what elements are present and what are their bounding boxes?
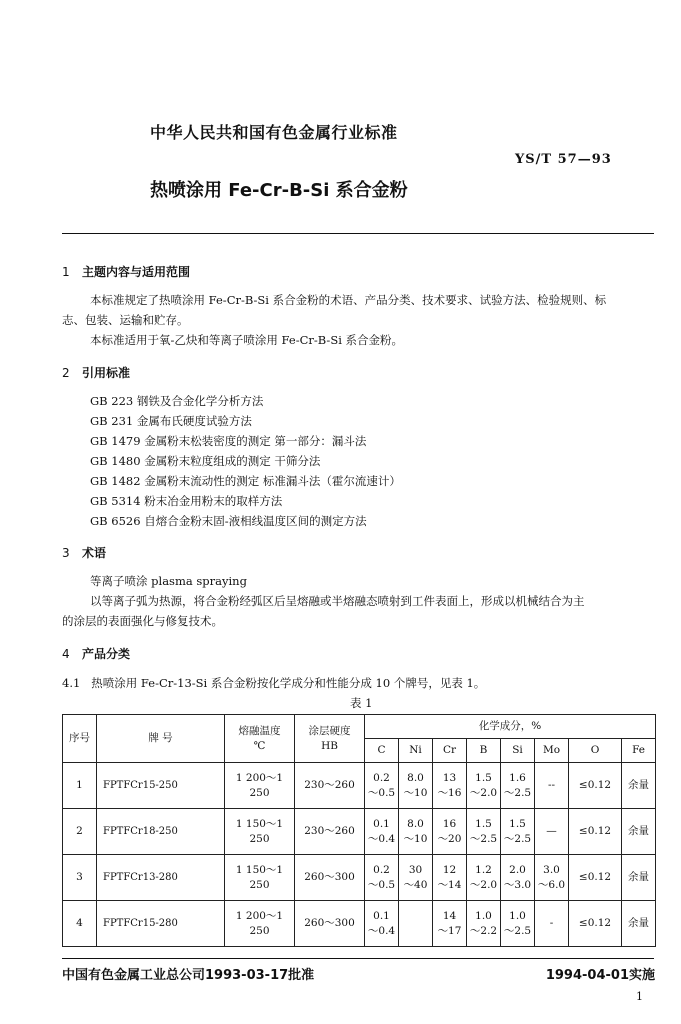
reference-gb1479: GB 1479 金属粉末松装密度的测定 第一部分：漏斗法 xyxy=(90,434,367,448)
footer-divider xyxy=(62,958,654,959)
cell-mo xyxy=(535,763,569,809)
table-row xyxy=(63,763,656,809)
cell-mo-min: 3.0 xyxy=(543,863,560,876)
issuing-organization: 中华人民共和国有色金属行业标准 xyxy=(150,123,398,142)
document-title: 热喷涂用 Fe-Cr-B-Si 系合金粉 xyxy=(150,180,408,201)
cell-seq: 2 xyxy=(63,809,97,855)
header-divider xyxy=(62,233,654,234)
section-2-heading xyxy=(62,364,130,381)
cell-o: ≤0.12 xyxy=(569,809,622,855)
cell-si-min: 1.6 xyxy=(509,771,526,784)
header-chem-composition: 化学成分，% xyxy=(365,715,656,739)
header-element-fe: Fe xyxy=(622,739,656,763)
cell-c-min: 0.1 xyxy=(373,817,390,830)
header-element-si: Si xyxy=(501,739,535,763)
cell-fe: 余量 xyxy=(622,763,656,809)
term-definition: 以等离子弧为热源，将合金粉经弧区后呈熔融或半熔融态喷射到工件表面上，形成以机械结合为主 xyxy=(90,594,585,608)
cell-b-max: ～2.2 xyxy=(469,924,498,937)
cell-c-max: ～0.5 xyxy=(367,786,396,799)
cell-cr xyxy=(433,901,467,947)
section-3-heading xyxy=(62,544,106,561)
cell-si xyxy=(501,763,535,809)
cell-c xyxy=(365,809,399,855)
reference-gb1482: GB 1482 金属粉末流动性的测定 标准漏斗法（霍尔流速计） xyxy=(90,474,401,488)
cell-cr-max: ～20 xyxy=(437,832,462,845)
page-number: 1 xyxy=(636,990,643,1003)
cell-ni-max: ～10 xyxy=(403,786,428,799)
cell-mo xyxy=(535,901,569,947)
cell-b xyxy=(467,809,501,855)
cell-mo xyxy=(535,855,569,901)
cell-b-min: 1.2 xyxy=(475,863,492,876)
cell-b xyxy=(467,901,501,947)
section-1-paragraph-2: 本标准适用于氧-乙炔和等离子喷涂用 Fe-Cr-B-Si 系合金粉。 xyxy=(90,333,404,347)
cell-fe: 余量 xyxy=(622,855,656,901)
table-1 xyxy=(62,714,656,947)
cell-melt: 1 150～1 250 xyxy=(225,855,295,901)
cell-si-max: ～2.5 xyxy=(503,832,532,845)
header-hardness xyxy=(295,715,365,763)
cell-b-min: 1.5 xyxy=(475,771,492,784)
cell-melt: 1 200～1 250 xyxy=(225,763,295,809)
cell-o: ≤0.12 xyxy=(569,855,622,901)
cell-ni-max: ～10 xyxy=(403,832,428,845)
cell-mo-max: ～6.0 xyxy=(537,878,566,891)
cell-seq: 3 xyxy=(63,855,97,901)
cell-ni xyxy=(399,763,433,809)
cell-si xyxy=(501,901,535,947)
cell-cr-min: 14 xyxy=(442,909,457,922)
header-element-o: O xyxy=(569,739,622,763)
header-element-c: C xyxy=(365,739,399,763)
cell-ni-min: 8.0 xyxy=(407,771,424,784)
cell-b xyxy=(467,763,501,809)
cell-mo-min: - xyxy=(549,917,554,929)
section-2-number: 2 xyxy=(62,366,70,380)
cell-grade: FPTFCr15-280 xyxy=(97,901,225,947)
implementation-date: 1994-04-01实施 xyxy=(545,968,655,983)
header-element-b: B xyxy=(467,739,501,763)
section-1-title: 主题内容与适用范围 xyxy=(82,265,191,279)
cell-cr-max: ～17 xyxy=(437,924,462,937)
cell-c-max: ～0.4 xyxy=(367,832,396,845)
cell-c xyxy=(365,763,399,809)
cell-hardness: 230～260 xyxy=(295,763,365,809)
cell-cr xyxy=(433,855,467,901)
cell-c-min: 0.2 xyxy=(373,863,390,876)
cell-si-min: 1.0 xyxy=(509,909,526,922)
section-4-heading xyxy=(62,645,130,662)
cell-seq: 4 xyxy=(63,901,97,947)
cell-fe: 余量 xyxy=(622,901,656,947)
section-4-title: 产品分类 xyxy=(82,647,131,661)
cell-grade: FPTFCr15-250 xyxy=(97,763,225,809)
cell-cr-min: 16 xyxy=(442,817,457,830)
cell-ni xyxy=(399,855,433,901)
table-row xyxy=(63,855,656,901)
cell-c-min: 0.1 xyxy=(373,909,390,922)
clause-4-1 xyxy=(62,675,485,691)
header-hardness-label: 涂层硬度 xyxy=(308,724,351,737)
section-3-title: 术语 xyxy=(82,546,107,560)
cell-hardness: 230～260 xyxy=(295,809,365,855)
cell-si xyxy=(501,809,535,855)
cell-c-max: ～0.5 xyxy=(367,878,396,891)
cell-cr-min: 13 xyxy=(442,771,457,784)
cell-c xyxy=(365,901,399,947)
cell-cr xyxy=(433,763,467,809)
cell-si xyxy=(501,855,535,901)
term-plasma-spraying: 等离子喷涂 plasma spraying xyxy=(90,574,247,588)
cell-c-max: ～0.4 xyxy=(367,924,396,937)
cell-melt: 1 200～1 250 xyxy=(225,901,295,947)
cell-hardness: 260～300 xyxy=(295,901,365,947)
cell-ni-max: ～40 xyxy=(403,878,428,891)
cell-fe: 余量 xyxy=(622,809,656,855)
reference-gb1480: GB 1480 金属粉末粒度组成的测定 干筛分法 xyxy=(90,454,321,468)
cell-b xyxy=(467,855,501,901)
header-element-ni: Ni xyxy=(399,739,433,763)
reference-gb223: GB 223 钢铁及合金化学分析方法 xyxy=(90,394,264,408)
section-4-number: 4 xyxy=(62,647,70,661)
section-1-number: 1 xyxy=(62,265,70,279)
cell-cr-max: ～16 xyxy=(437,786,462,799)
cell-si-min: 1.5 xyxy=(509,817,526,830)
reference-gb6526: GB 6526 自熔合金粉末固-液相线温度区间的测定方法 xyxy=(90,514,367,528)
header-melt-range xyxy=(225,715,295,763)
section-2-title: 引用标准 xyxy=(82,366,131,380)
cell-hardness: 260～300 xyxy=(295,855,365,901)
header-melt-unit: ℃ xyxy=(253,739,266,752)
section-1-heading xyxy=(62,263,190,280)
header-hardness-unit: HB xyxy=(321,739,338,752)
header-grade: 牌 号 xyxy=(97,715,225,763)
section-1-paragraph-1-cont: 志、包装、运输和贮存。 xyxy=(62,313,189,327)
cell-mo-min: — xyxy=(546,825,557,837)
cell-b-min: 1.0 xyxy=(475,909,492,922)
cell-seq: 1 xyxy=(63,763,97,809)
header-element-mo: Mo xyxy=(535,739,569,763)
cell-o: ≤0.12 xyxy=(569,763,622,809)
cell-melt: 1 150～1 250 xyxy=(225,809,295,855)
cell-si-min: 2.0 xyxy=(509,863,526,876)
cell-ni-min: 30 xyxy=(408,863,423,876)
standard-code: YS/T 57—93 xyxy=(515,152,612,167)
cell-b-max: ～2.5 xyxy=(469,832,498,845)
reference-gb5314: GB 5314 粉末冶金用粉末的取样方法 xyxy=(90,494,283,508)
cell-mo xyxy=(535,809,569,855)
table-row xyxy=(63,901,656,947)
cell-b-max: ～2.0 xyxy=(469,878,498,891)
term-definition-cont: 的涂层的表面强化与修复技术。 xyxy=(62,614,223,628)
section-3-number: 3 xyxy=(62,546,70,560)
clause-4-1-text: 热喷涂用 Fe-Cr-13-Si 系合金粉按化学成分和性能分成 10 个牌号，见表 1。 xyxy=(91,676,486,690)
cell-si-max: ～3.0 xyxy=(503,878,532,891)
cell-mo-min: -- xyxy=(547,779,556,791)
cell-grade: FPTFCr13-280 xyxy=(97,855,225,901)
cell-si-max: ～2.5 xyxy=(503,924,532,937)
approval-statement: 中国有色金属工业总公司1993-03-17批准 xyxy=(62,968,315,983)
header-element-cr: Cr xyxy=(433,739,467,763)
cell-cr-max: ～14 xyxy=(437,878,462,891)
table-1-caption: 表 1 xyxy=(350,696,373,710)
cell-cr xyxy=(433,809,467,855)
header-seq: 序号 xyxy=(63,715,97,763)
cell-c xyxy=(365,855,399,901)
cell-ni xyxy=(399,901,433,947)
cell-ni-min: 8.0 xyxy=(407,817,424,830)
header-melt-label: 熔融温度 xyxy=(238,724,281,737)
cell-grade: FPTFCr18-250 xyxy=(97,809,225,855)
cell-b-min: 1.5 xyxy=(475,817,492,830)
reference-gb231: GB 231 金属布氏硬度试验方法 xyxy=(90,414,252,428)
cell-b-max: ～2.0 xyxy=(469,786,498,799)
section-1-paragraph-1: 本标准规定了热喷涂用 Fe-Cr-B-Si 系合金粉的术语、产品分类、技术要求、试验方法、检验规则、标 xyxy=(90,293,607,307)
cell-ni xyxy=(399,809,433,855)
cell-cr-min: 12 xyxy=(442,863,457,876)
cell-o: ≤0.12 xyxy=(569,901,622,947)
cell-si-max: ～2.5 xyxy=(503,786,532,799)
clause-4-1-number: 4.1 xyxy=(62,676,81,690)
cell-c-min: 0.2 xyxy=(373,771,390,784)
table-row xyxy=(63,809,656,855)
